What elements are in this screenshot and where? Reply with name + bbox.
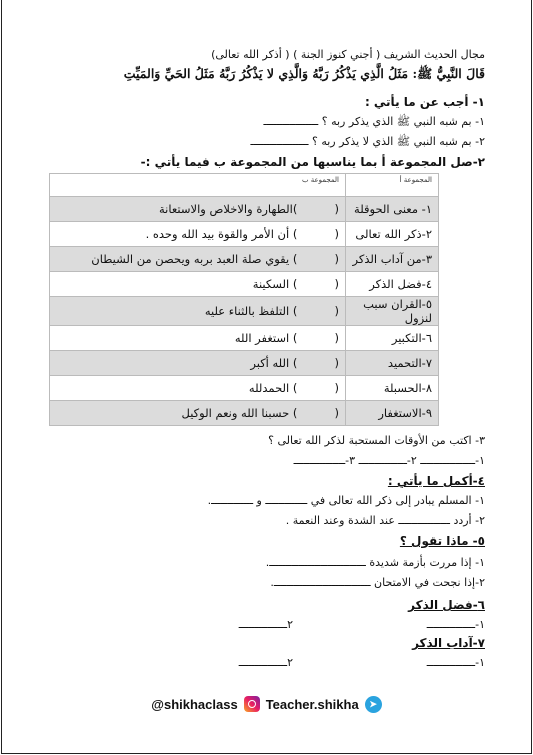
matching-table xyxy=(49,173,439,426)
table-row xyxy=(50,401,439,426)
q5-item-2[interactable]: ٢-إذا نجحت في الامتحان ــــــــــــــــــــــــــــــ. xyxy=(270,576,485,589)
table-row xyxy=(50,247,439,272)
table-row xyxy=(50,326,439,351)
q6-item-2[interactable]: ٢ـــــــــــــــ xyxy=(238,618,293,631)
q4-title: ٤-أكمل ما يأتي : xyxy=(387,474,485,488)
answer-paren[interactable]: ( xyxy=(334,406,339,420)
answer-paren[interactable]: ( xyxy=(334,252,339,266)
header-title: مجال الحديث الشريف ( أجني كنوز الجنة ) ( أذكر الله تعالى) xyxy=(211,48,485,61)
row-a: ٥-القران سبب لنزول xyxy=(346,297,439,326)
row-a: ١- معنى الحوقلة xyxy=(346,197,439,222)
q3-title: ٣- اكتب من الأوقات المستحبة لذكر الله تعالى ؟ xyxy=(268,434,485,447)
row-b: ) التلفظ بالثناء عليه xyxy=(204,304,298,318)
q6-title: ٦-فضل الذكر xyxy=(408,598,485,612)
handle-teacher-shikha[interactable]: Teacher.shikha xyxy=(265,696,359,712)
q7-item-1[interactable]: ١-ـــــــــــــــ xyxy=(426,656,485,669)
q6-item-1[interactable]: ١-ـــــــــــــــ xyxy=(426,618,485,631)
table-row xyxy=(50,376,439,401)
table-row xyxy=(50,222,439,247)
q7-title: ٧-آداب الذكر xyxy=(412,636,485,650)
q4-item-1[interactable]: ١- المسلم يبادر إلى ذكر الله تعالى في ـــــــــــــ و ـــــــــــــ. xyxy=(207,494,485,507)
row-b: ) حسبنا الله ونعم الوكيل xyxy=(181,406,298,420)
answer-paren[interactable]: ( xyxy=(334,202,339,216)
table-row xyxy=(50,297,439,326)
telegram-icon: ➤ xyxy=(365,696,382,713)
row-b: ) الله أكبر xyxy=(250,356,298,370)
q7-item-2[interactable]: ٢ـــــــــــــــ xyxy=(238,656,293,669)
row-a: ٩-الاستغفار xyxy=(346,401,439,426)
answer-paren[interactable]: ( xyxy=(334,381,339,395)
answer-paren[interactable]: ( xyxy=(334,227,339,241)
col-b-header: المجموعة ب xyxy=(50,174,346,197)
row-b: ) السكينة xyxy=(252,277,298,291)
row-b: ) الحمدلله xyxy=(248,381,298,395)
row-b: ) أن الأمر والقوة بيد الله وحده . xyxy=(145,227,298,241)
q1-item-1: ١- بم شبه النبي ﷺ الذي يذكر ربه ؟ ـــــــــــــــــ xyxy=(263,115,485,128)
hadith-text: قَالَ النَّبِيُّ ﷺ: مَثَلُ الَّذِي يَذْكُرُ رَبَّهُ وَالَّذِي لا يَذْكُرُ رَبَّهُ مَثَلُ الحَيِّ وَالمَيِّتِ xyxy=(123,66,485,81)
q4-item-2[interactable]: ٢- أردد ــــــــــــــــ عند الشدة وعند النعمة . xyxy=(285,514,485,527)
q5-title: ٥- ماذا تقول ؟ xyxy=(399,534,485,548)
row-a: ٤-فضل الذكر xyxy=(346,272,439,297)
answer-paren[interactable]: ( xyxy=(334,331,339,345)
row-b: )الطهارة والاخلاص والاستعانة xyxy=(159,202,298,216)
row-a: ٦-التكبير xyxy=(346,326,439,351)
table-row xyxy=(50,272,439,297)
answer-paren[interactable]: ( xyxy=(334,304,339,318)
row-a: ٣-من آداب الذكر xyxy=(346,247,439,272)
table-row xyxy=(50,351,439,376)
q2-title: ٢-صل المجموعة أ بما يناسبها من المجموعة ب فيما يأتي :- xyxy=(140,155,485,169)
q1-item-2: ٢- بم شبه النبي ﷺ الذي لا يذكر ربه ؟ ــــــــــــــــــ xyxy=(250,135,485,148)
row-b: ) يقوي صلة العبد بربه ويحصن من الشيطان xyxy=(91,252,298,266)
answer-paren[interactable]: ( xyxy=(334,356,339,370)
col-a-header: المجموعة أ xyxy=(346,174,439,197)
instagram-icon xyxy=(244,696,260,712)
q3-answer[interactable]: ١-ـــــــــــــــــ ٢-ـــــــــــــــ ٣-ــــــــــــــــ xyxy=(293,454,485,467)
q1-title: ١- أجب عن ما يأتي : xyxy=(364,95,485,109)
row-a: ٢-ذكر الله تعالى xyxy=(346,222,439,247)
answer-paren[interactable]: ( xyxy=(334,277,339,291)
row-a: ٧-التحميد xyxy=(346,351,439,376)
handle-shikhaclass[interactable]: @shikhaclass xyxy=(151,696,238,712)
q5-item-1[interactable]: ١- إذا مررت بأزمة شديدة ــــــــــــــــــــــــــــــ. xyxy=(265,556,485,569)
row-a: ٨-الحسبلة xyxy=(346,376,439,401)
footer xyxy=(0,694,533,714)
row-b: ) استغفر الله xyxy=(234,331,298,345)
table-row xyxy=(50,197,439,222)
